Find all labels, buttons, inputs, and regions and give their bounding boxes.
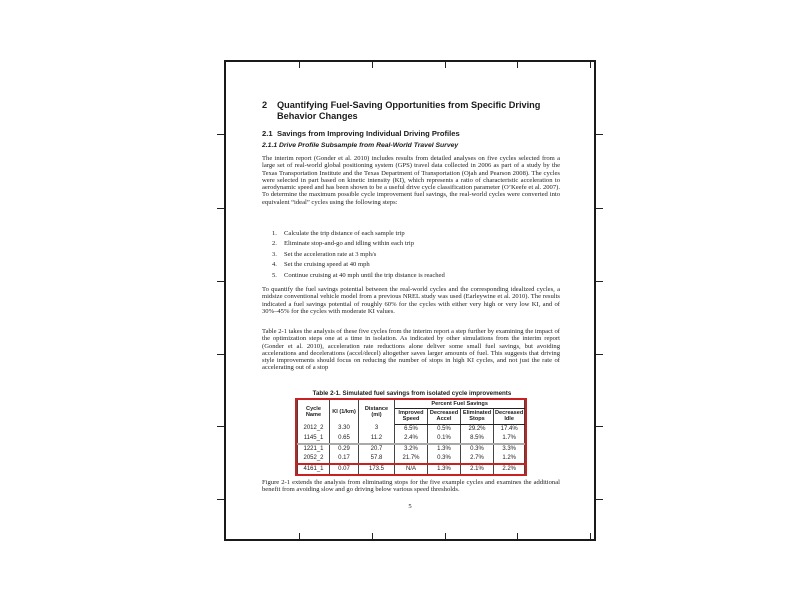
- cell: 2.4%: [395, 434, 428, 444]
- table-row: [298, 424, 525, 434]
- cell: 2052_2: [298, 454, 330, 464]
- cell: 1.3%: [428, 464, 461, 474]
- table-caption: Table 2-1. Simulated fuel savings from isolated cycle improvements: [312, 390, 512, 397]
- cell: 0.17: [330, 454, 359, 464]
- list-item: [272, 230, 552, 237]
- cell: 0.65: [330, 434, 359, 444]
- page-number: 5: [408, 503, 412, 510]
- col-header-decreased-accel: Decreased Accel: [428, 409, 461, 424]
- frame-tick: [596, 499, 603, 500]
- cell: 17.4%: [494, 424, 525, 434]
- frame-tick: [445, 533, 446, 539]
- paragraph-2: To quantify the fuel savings potential between the real-world cycles and the corresponding idealized cycles, a midsize conventional vehicle model from a previous NREL study was used (Earleywine et al. 2010). The results indicated a fuel savings potential of roughly 60% for the cycles with either very high or very low KI, and of 30%–45% for the cycles with moderate KI values.: [262, 286, 560, 315]
- savings-table: [297, 400, 525, 474]
- cell: 11.2: [359, 434, 395, 444]
- cell: 8.5%: [461, 434, 494, 444]
- frame-tick: [217, 426, 224, 427]
- numbered-list: [272, 230, 552, 282]
- cell: 0.29: [330, 444, 359, 454]
- cell: 173.5: [359, 464, 395, 474]
- col-header-distance: Distance (mi): [359, 400, 395, 424]
- col-header-ki: KI (1/km): [330, 400, 359, 424]
- frame-tick: [299, 62, 300, 68]
- table-row: [298, 464, 525, 474]
- section-title: Savings from Improving Individual Driving Profiles: [277, 129, 460, 138]
- paragraph-1: The interim report (Gonder et al. 2010) includes results from detailed analyses on five cycles selected from a large set of real-world global positioning system (GPS) travel data collected in 2006 as part of a study by the Texas Transportation Institute and the Texas Department of Transportation (Ojah and Pearson 2008). The cycles were selected in part based on kinetic intensity (KI), which represents a ratio of characteristic acceleration to aerodynamic speed and has been shown to be a useful drive cycle classification parameter (O’Keefe et al. 2007). To determine the maximum possible cycle improvement fuel savings, the real-world cycles were converted into equivalent “ideal” cycles using the following steps:: [262, 155, 560, 206]
- cell: 0.5%: [428, 424, 461, 434]
- cell: 2.7%: [461, 454, 494, 464]
- list-item: [272, 251, 552, 258]
- chapter-number: 2: [262, 100, 268, 110]
- cell: 29.2%: [461, 424, 494, 434]
- cell: 21.7%: [395, 454, 428, 464]
- col-header-percent-fuel-savings: Percent Fuel Savings: [395, 400, 525, 409]
- col-header-cycle-name: Cycle Name: [298, 400, 330, 424]
- frame-tick: [217, 134, 224, 135]
- list-item-number: 3.: [272, 250, 277, 258]
- list-item-number: 4.: [272, 261, 277, 269]
- cell: 4161_1: [298, 464, 330, 474]
- frame-tick: [517, 62, 518, 68]
- frame-tick: [596, 208, 603, 209]
- frame-tick: [596, 426, 603, 427]
- cell: 1.7%: [494, 434, 525, 444]
- frame-tick: [596, 281, 603, 282]
- section-number: 2.1: [262, 129, 273, 138]
- cell: 2.1%: [461, 464, 494, 474]
- cell: 1221_1: [298, 444, 330, 454]
- savings-table-annotation-box: [295, 398, 527, 476]
- subsection-heading: [262, 142, 562, 149]
- cell: 1.3%: [428, 444, 461, 454]
- table-row: [298, 434, 525, 444]
- cell: 1.2%: [494, 454, 525, 464]
- chapter-title: Quantifying Fuel-Saving Opportunities from Specific Driving Behavior Changes: [277, 100, 541, 121]
- section-heading: [262, 129, 562, 138]
- paragraph-4: Figure 2-1 extends the analysis from eliminating stops for the five example cycles and examines the additional benefit from avoiding slow and go driving below various speed thresholds.: [262, 479, 560, 494]
- cell: 2.2%: [494, 464, 525, 474]
- chapter-heading: [262, 100, 568, 122]
- list-item-text: Eliminate stop-and-go and idling within each trip: [284, 240, 415, 248]
- list-item-number: 2.: [272, 240, 277, 248]
- frame-tick: [517, 533, 518, 539]
- col-header-improved-speed: Improved Speed: [395, 409, 428, 424]
- frame-tick: [596, 134, 603, 135]
- list-item-text: Calculate the trip distance of each sample trip: [284, 230, 405, 237]
- cell: 3.3%: [494, 444, 525, 454]
- frame-tick: [372, 62, 373, 68]
- subsection-number: 2.1.1: [262, 142, 278, 149]
- cell: 0.3%: [461, 444, 494, 454]
- list-item: [272, 272, 552, 279]
- cell: 3.2%: [395, 444, 428, 454]
- list-item-text: Set the acceleration rate at 3 mph/s: [284, 250, 377, 258]
- cell: 20.7: [359, 444, 395, 454]
- list-item-text: Set the cruising speed at 40 mph: [284, 261, 370, 269]
- frame-tick: [590, 62, 591, 68]
- col-header-decreased-idle: Decreased Idle: [495, 410, 524, 423]
- frame-tick: [217, 354, 224, 355]
- list-item: [272, 261, 552, 268]
- cell: 3.30: [330, 424, 359, 434]
- cell: 1145_1: [298, 434, 330, 444]
- cell: 2012_2: [298, 424, 330, 434]
- cell: 6.5%: [395, 424, 428, 434]
- list-item: [272, 240, 552, 247]
- list-item-number: 5.: [272, 271, 277, 279]
- paragraph-3: Table 2-1 takes the analysis of these five cycles from the interim report a step further by examining the impact of the optimization steps one at a time in isolation. As indicated by other simulations from the interim report (Gonder et al. 2010), acceleration rate reductions alone deliver some small fuel savings, but avoiding accelerations and decelerations (accel/decel) altogether saves larger amounts of fuel. This suggests that driving style improvements should focus on reducing the number of stops in high KI cycles, and not just the rate of accelerating out of a stop: [262, 328, 560, 372]
- table-row: [298, 444, 525, 454]
- frame-tick: [590, 533, 591, 539]
- frame-tick: [217, 281, 224, 282]
- subsection-title: Drive Profile Subsample from Real-World Travel Survey: [279, 142, 459, 149]
- frame-tick: [299, 533, 300, 539]
- cell: 0.1%: [428, 434, 461, 444]
- cell: N/A: [395, 464, 428, 474]
- table-row: [298, 454, 525, 464]
- frame-tick: [217, 499, 224, 500]
- list-item-number: 1.: [272, 230, 277, 237]
- col-header-eliminated-stops: Eliminated Stops: [461, 409, 494, 424]
- frame-tick: [596, 354, 603, 355]
- cell: 57.8: [359, 454, 395, 464]
- cell: 0.07: [330, 464, 359, 474]
- frame-tick: [445, 62, 446, 68]
- cell: 3: [359, 424, 395, 434]
- frame-tick: [217, 208, 224, 209]
- cell: 0.3%: [428, 454, 461, 464]
- page-frame: [224, 60, 596, 541]
- frame-tick: [372, 533, 373, 539]
- list-item-text: Continue cruising at 40 mph until the trip distance is reached: [284, 271, 445, 279]
